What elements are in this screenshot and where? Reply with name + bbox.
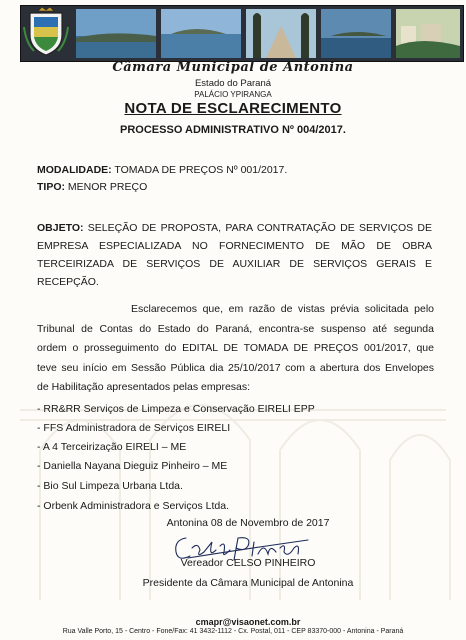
- body-line: teve seu início em Sessão Pública dia 25/10/2017 com a abertura dos Envelopes: [37, 361, 434, 374]
- chamber-name: Câmara Municipal de Antonina: [112, 60, 354, 75]
- type-label: TIPO:: [37, 181, 65, 193]
- company-list-item: - Orbenk Administradora e Serviços Ltda.: [37, 500, 230, 512]
- footer-email: cmapr@visaonet.com.br: [195, 617, 301, 627]
- body-line: ordem o prosseguimento do EDITAL DE TOMADA DE PREÇOS 001/2017, que: [37, 342, 434, 354]
- object-line: RECEPÇÃO.: [37, 276, 99, 288]
- clarification-paragraph: [37, 300, 434, 398]
- object-line: OBJETO: SELEÇÃO DE PROPOSTA, PARA CONTRATAÇÃO DE SERVIÇOS DE: [37, 222, 432, 234]
- object-line: EMPRESA ESPECIALIZADA NO FORNECIMENTO DE MÃO DE OBRA: [37, 240, 432, 252]
- modality-value: TOMADA DE PREÇOS Nº 001/2017.: [111, 164, 288, 176]
- palace-name: PALÁCIO YPIRANGA: [194, 90, 272, 99]
- company-list-item: - Bio Sul Limpeza Urbana Ltda.: [37, 480, 183, 492]
- process-number: PROCESSO ADMINISTRATIVO Nº 004/2017.: [120, 124, 346, 136]
- company-list-item: - A 4 Terceirização EIRELI – ME: [37, 441, 187, 453]
- signer-role: Presidente da Câmara Municipal de Antonina: [142, 577, 354, 589]
- banner-landscape-image: [21, 6, 463, 61]
- header-banner: [20, 5, 464, 62]
- body-line: de Habilitação apresentados pelas empresas:: [37, 381, 251, 393]
- signer-name: Vereador CELSO PINHEIRO: [180, 557, 316, 569]
- object-label: OBJETO:: [37, 222, 84, 234]
- type-line: [37, 181, 147, 193]
- coat-of-arms-icon: [22, 7, 70, 57]
- company-list-item: - Daniella Nayana Dieguiz Pinheiro – ME: [37, 460, 228, 472]
- type-value: MENOR PREÇO: [65, 181, 148, 193]
- signature-date: Antonina 08 de Novembro de 2017: [166, 517, 330, 529]
- state-name: Estado do Paraná: [194, 78, 272, 89]
- footer-address: Rua Valle Porto, 15 - Centro - Fone/Fax: 41 3432-1112 - Cx. Postal, 011 - CEP 83370-000 - Antonina - Paraná: [62, 628, 404, 635]
- modality-line: [37, 164, 287, 176]
- object-line: TERCEIRIZADA DE SERVIÇOS DE AUXILIAR DE SERVIÇOS GERAIS E: [37, 258, 432, 270]
- company-list-item: - FFS Administradora de Serviços EIRELI: [37, 422, 231, 434]
- body-line: Esclarecemos que, em razão de vistas prévia solicitada pelo: [131, 303, 434, 315]
- company-list-item: - RR&RR Serviços de Limpeza e Conservação EIRELI EPP: [37, 403, 315, 415]
- modality-label: MODALIDADE:: [37, 164, 112, 176]
- object-paragraph: [37, 219, 432, 291]
- document-title: NOTA DE ESCLARECIMENTO: [124, 100, 342, 117]
- body-line: Tribunal de Contas do Estado do Paraná, encontra-se suspenso até segunda: [37, 322, 434, 335]
